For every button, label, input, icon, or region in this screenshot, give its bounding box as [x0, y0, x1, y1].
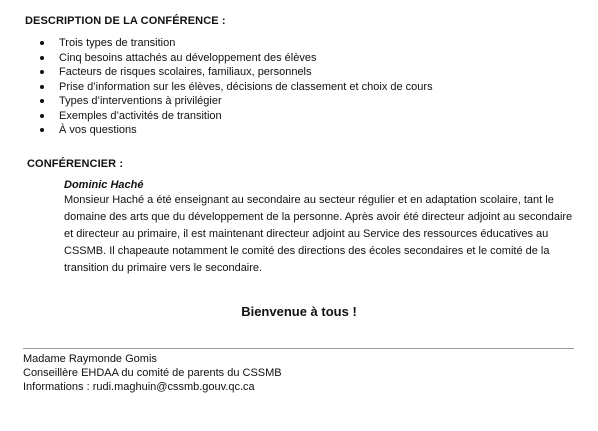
bullet-icon — [40, 99, 44, 103]
bullet-icon — [40, 56, 44, 60]
list-item-text: Facteurs de risques scolaires, familiaux, personnels — [59, 66, 312, 78]
list-item — [40, 65, 433, 80]
list-item — [40, 94, 433, 109]
bullet-icon — [40, 114, 44, 118]
list-item — [40, 51, 433, 66]
description-heading: DESCRIPTION DE LA CONFÉRENCE : — [25, 15, 226, 27]
speaker-bio: Monsieur Haché a été enseignant au secondaire au secteur régulier et en adaptation scolaire, tant le domaine des arts que du développement de la personne. Après avoir été directeur adjoint au secondaire et directeur au primaire, il est maintenant directeur adjoint au Service des ressources éducatives au CSSMB. Il chapeaute notamment le comité des directions des écoles secondaires et le comité de la transition du primaire vers le secondaire. — [64, 194, 573, 274]
list-item — [40, 80, 433, 95]
list-item — [40, 109, 433, 124]
list-item-text: Trois types de transition — [59, 37, 176, 49]
list-item-text: Cinq besoins attachés au développement des élèves — [59, 51, 317, 64]
list-item — [40, 123, 433, 138]
bullet-icon — [40, 85, 44, 89]
description-list — [40, 36, 433, 138]
bullet-icon — [40, 70, 44, 74]
list-item-text: Prise d’information sur les élèves, décisions de classement et choix de cours — [59, 80, 433, 93]
contact-name: Madame Raymonde Gomis — [23, 353, 157, 365]
speaker-name: Dominic Haché — [64, 179, 144, 191]
contact-role: Conseillère EHDAA du comité de parents du CSSMB — [23, 367, 282, 379]
bullet-icon — [40, 41, 44, 45]
list-item-text: À vos questions — [59, 124, 137, 136]
list-item-text: Types d’interventions à privilégier — [59, 95, 222, 107]
list-item — [40, 36, 433, 51]
bullet-icon — [40, 128, 44, 132]
welcome-message: Bienvenue à tous ! — [241, 304, 357, 319]
contact-info: Informations : rudi.maghuin@cssmb.gouv.qc.ca — [23, 381, 255, 393]
list-item-text: Exemples d’activités de transition — [59, 109, 222, 122]
speaker-heading: CONFÉRENCIER : — [27, 158, 124, 170]
footer-divider — [23, 348, 574, 349]
